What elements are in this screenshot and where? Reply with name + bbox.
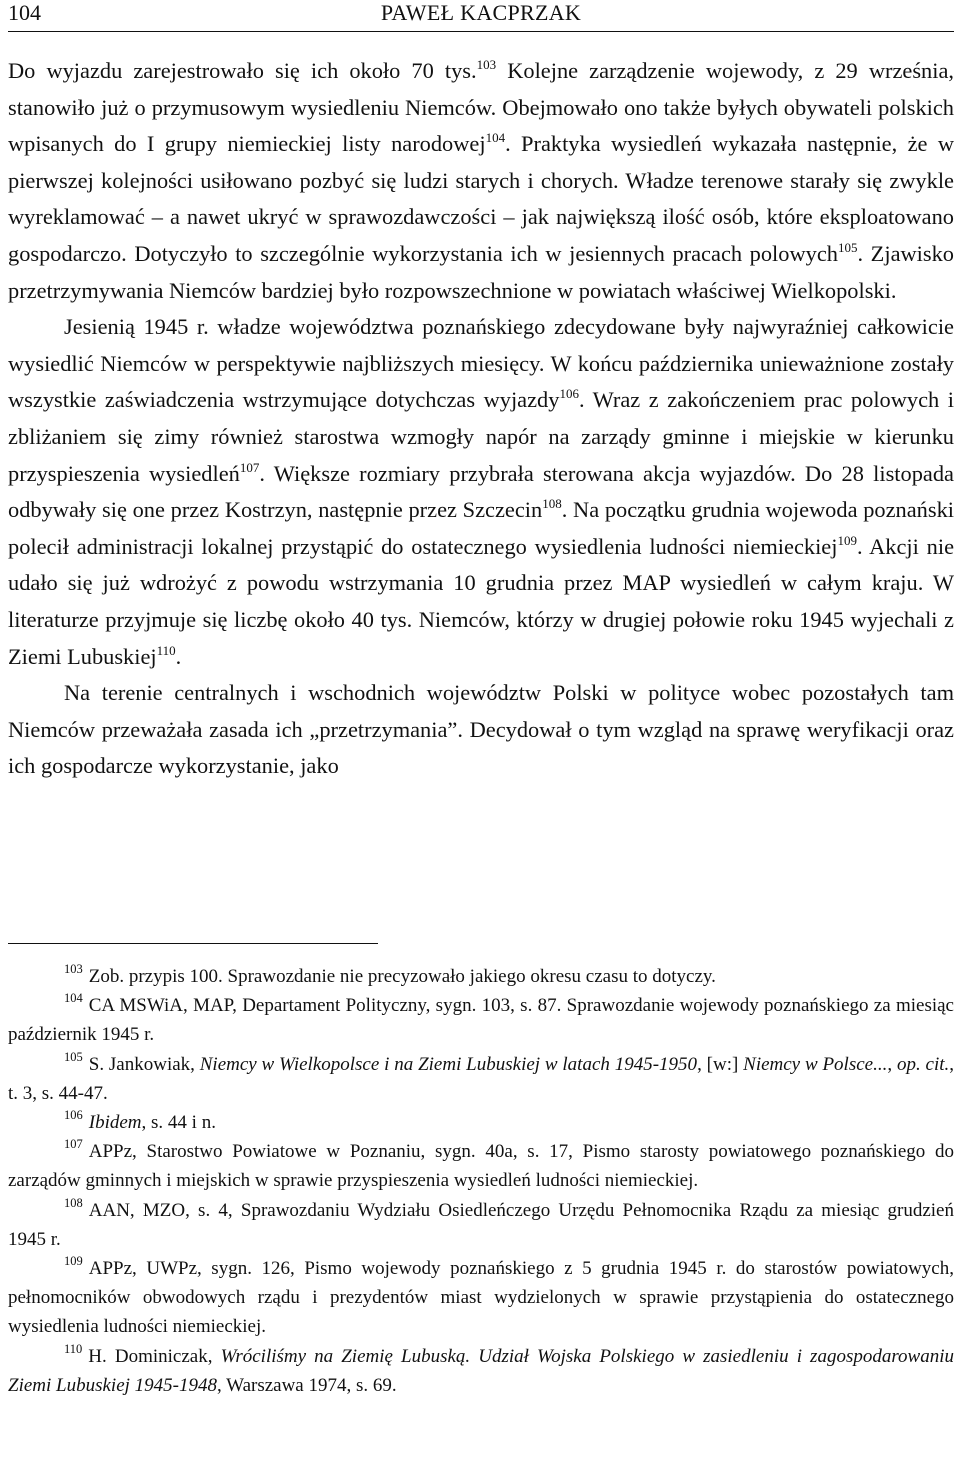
book-page — [8, 0, 955, 1396]
footnote-text: AAN, MZO, s. 4, Sprawozdaniu Wydziału Osiedleńczego Urzędu Pełnomocnika Rządu za miesiąc grudzień 1945 r. — [8, 1199, 954, 1250]
footnote-number: 107 — [64, 1137, 83, 1152]
footnote-ref-108[interactable]: 108 — [542, 496, 562, 512]
footnote-ref-105[interactable]: 105 — [837, 239, 858, 255]
text-run: Na terenie centralnych i wschodnich województw Polski w polityce wobec pozostałych tam Niemców przeważała zasada ich „przetrzymania”. Decydował o tym wzgląd na sprawę weryfikacji oraz ich gospodarcze wykorzystanie, jako — [8, 680, 954, 779]
footnotes — [8, 962, 954, 1400]
footnote-ref-104[interactable]: 104 — [485, 130, 506, 146]
footnote-text: , Warszawa 1974, s. 69. — [217, 1374, 397, 1396]
page-number: 104 — [8, 0, 41, 25]
footnote-text: S. Jankowiak, — [88, 1053, 200, 1075]
footnote-text: , — [887, 1053, 897, 1075]
footnote-ref-106[interactable]: 106 — [559, 386, 579, 402]
text-run: . Praktyka wysiedleń wykazała następnie, że w pierwszej kolejności usiłowano pozbyć się ludzi starych i chorych. Władze terenowe starały się zwykle wyreklamować – a nawet ukryć w sprawozdawczości – jak największą ilość osób, które eksploatowano gospodarczo. Dotyczyło to szczególnie wykorzystania ich w jesiennych pracach polowych — [8, 131, 954, 266]
footnote-text: Zob. przypis 100. Sprawozdanie nie precyzowało jakiego okresu czasu to dotyczy. — [88, 966, 716, 987]
footnote-number: 110 — [64, 1341, 83, 1356]
footnote-separator — [8, 943, 378, 944]
footnote-105 — [8, 1050, 954, 1108]
footnote-title: Ibidem — [88, 1112, 142, 1134]
text-run: Do wyjazdu zarejestrowało się ich około 70 tys. — [8, 58, 477, 83]
footnote-number: 108 — [64, 1195, 83, 1210]
footnote-108 — [8, 1196, 954, 1254]
paragraph-2 — [8, 309, 954, 675]
footnote-title: Wróciliśmy na Ziemię Lubuską. Udział Wojska Polskiego w zasiedleniu i zagospodarowaniu Ziemi Lubuskiej 1945-1948 — [8, 1345, 954, 1396]
footnote-title: Niemcy w Polsce... — [743, 1053, 888, 1075]
text-run: . Wraz z zakończeniem prac polowych i zbliżaniem się zimy również starostwa wzmogły napór na zarządy gminne i miejskie w kierunku przyspieszenia wysiedleń — [8, 387, 955, 486]
footnote-107 — [8, 1137, 954, 1195]
paragraph-3 — [8, 675, 954, 785]
footnote-text: APPz, Starostwo Powiatowe w Poznaniu, sygn. 40a, s. 17, Pismo starosty powiatowego poznańskiego do zarządów gminnych i miejskich w sprawie przyspieszenia wysiedleń ludności niemieckiej. — [8, 1141, 954, 1192]
text-run: . Akcji nie udało się już wdrożyć z powodu wstrzymania 10 grudnia przez MAP wysiedleń w całym kraju. W literaturze przyjmuje się liczbę około 40 tys. Niemców, którzy w drugiej połowie roku 1945 wyjechali z Ziemi Lubuskiej — [8, 533, 955, 669]
footnote-number: 105 — [64, 1049, 83, 1064]
text-run: . Na początku grudnia wojewoda poznański polecił administracji lokalnej przystąpić do ostatecznego wysiedlenia ludności niemieckiej — [8, 497, 955, 559]
footnote-103 — [8, 962, 954, 991]
footnote-110 — [8, 1342, 954, 1400]
footnote-text: H. Dominiczak, — [88, 1345, 221, 1367]
footnote-number: 104 — [64, 991, 83, 1006]
text-run: Jesienią 1945 r. władze województwa poznańskiego zdecydowane były najwyraźniej całkowicie wysiedlić Niemców w perspektywie najbliższych miesięcy. W końcu października unieważnione zostały wszystkie zaświadczenia wstrzymujące dotychczas wyjazdy — [8, 314, 954, 413]
text-run: Kolejne zarządzenie wojewody, z 29 września, stanowiło już o przymusowym wysiedleniu Niemców. Obejmowało ono także byłych obywateli polskich wpisanych do I grupy niemieckiej listy narodowej — [8, 58, 954, 157]
footnote-text: , s. 44 i n. — [141, 1112, 216, 1134]
text-run: . Większe rozmiary przybrała sterowana akcja wyjazdów. Do 28 listopada odbywały się one przez Kostrzyn, następnie przez Szczecin — [8, 460, 954, 523]
running-head-author: PAWEŁ KACPRZAK — [380, 0, 582, 25]
footnote-number: 106 — [64, 1108, 83, 1123]
footnote-number: 109 — [64, 1254, 83, 1269]
footnote-ref-103[interactable]: 103 — [476, 57, 497, 72]
footnote-104 — [8, 991, 954, 1049]
footnote-106 — [8, 1108, 954, 1137]
footnote-text: CA MSWiA, MAP, Departament Polityczny, sygn. 103, s. 87. Sprawozdanie wojewody poznańskiego za miesiąc październik 1945 r. — [8, 995, 954, 1046]
paragraph-1 — [8, 53, 954, 309]
footnote-109 — [8, 1254, 954, 1342]
footnote-ref-110[interactable]: 110 — [156, 642, 176, 658]
text-run: . — [175, 643, 182, 669]
main-text — [8, 53, 954, 785]
header-rule — [8, 31, 954, 32]
running-header — [8, 0, 954, 28]
footnote-title: Niemcy w Wielkopolsce i na Ziemi Lubuskiej w latach 1945-1950 — [199, 1053, 698, 1075]
footnote-ref-107[interactable]: 107 — [239, 459, 260, 475]
footnote-text: APPz, UWPz, sygn. 126, Pismo wojewody poznańskiego z 5 grudnia 1945 r. do starostów powiatowych, pełnomocników obwodowych rządu i prezydentów miast wydzielonych w sprawie przystąpienia do ostatecznego wysiedlenia ludności niemieckiej. — [8, 1258, 954, 1338]
footnote-ref-109[interactable]: 109 — [837, 532, 857, 548]
text-run: . Zjawisko przetrzymywania Niemców bardziej było rozpowszechnione w powiatach właściwej Wielkopolski. — [8, 240, 955, 303]
footnote-title: op. cit. — [896, 1053, 950, 1075]
footnote-text: , [w:] — [697, 1053, 744, 1075]
footnote-number: 103 — [64, 962, 83, 976]
footnote-text: , t. 3, s. 44-47. — [8, 1053, 955, 1104]
